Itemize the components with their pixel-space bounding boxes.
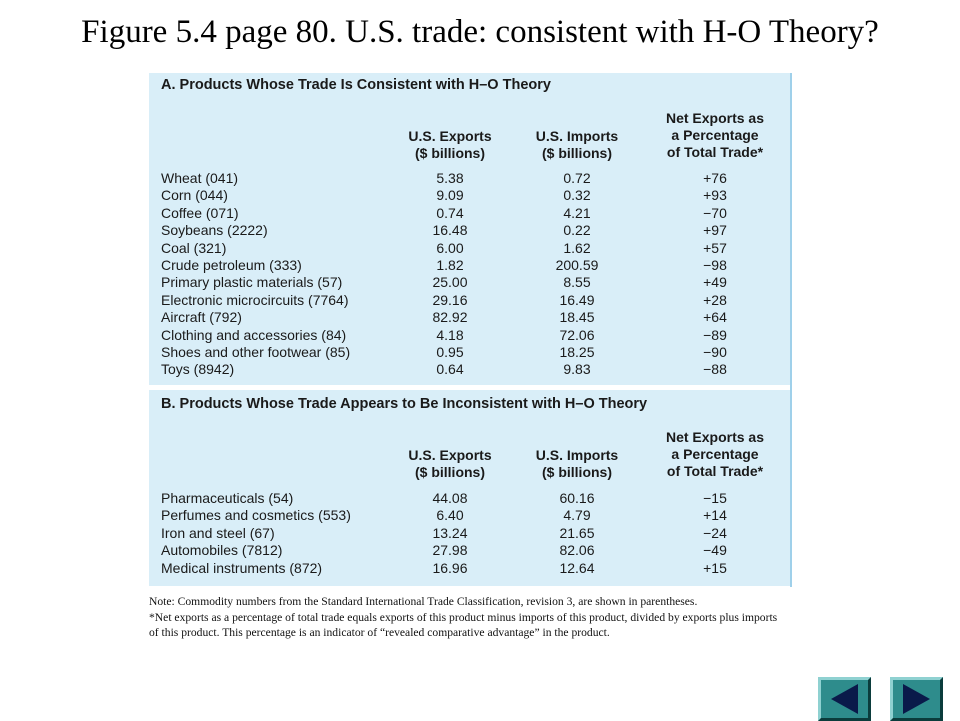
triangle-right-icon	[893, 680, 940, 718]
imports-cell: 9.83	[563, 361, 591, 378]
net-exports-cell: +64	[703, 309, 727, 326]
col-header-exports	[395, 128, 505, 162]
table-row	[149, 187, 790, 204]
table-row	[149, 560, 790, 577]
net-exports-cell: −98	[703, 257, 727, 273]
imports-cell: 12.64	[559, 559, 595, 576]
product-cell: Soybeans (2222)	[161, 222, 268, 239]
table-row	[149, 542, 790, 559]
exports-cell: 6.00	[436, 239, 464, 256]
table-row	[149, 240, 790, 257]
exports-cell: 0.95	[436, 344, 464, 360]
imports-cell: 4.79	[563, 507, 591, 524]
imports-cell: 60.16	[559, 490, 595, 506]
col-header-imports-line1: U.S. Imports	[535, 128, 619, 144]
net-exports-cell: −24	[703, 524, 727, 541]
panel-b-heading: B. Products Whose Trade Appears to Be Inconsistent with H–O Theory	[161, 396, 648, 412]
product-cell: Medical instruments (872)	[161, 559, 323, 576]
exports-cell: 5.38	[436, 170, 464, 186]
net-exports-cell: −49	[703, 542, 727, 559]
imports-cell: 0.22	[563, 222, 591, 239]
col-header-exports-b-line2: ($ billions)	[415, 464, 485, 480]
exports-cell: 13.24	[432, 524, 468, 541]
col-header-net-b	[645, 429, 785, 480]
product-cell: Shoes and other footwear (85)	[161, 344, 351, 360]
col-header-imports-b	[522, 447, 632, 481]
product-cell: Corn (044)	[161, 187, 228, 204]
exports-cell: 29.16	[432, 291, 468, 308]
footnote-text: *Net exports as a percentage of total trade equals exports of this product minus imports of this product, divided by exports plus imports of this product. This percentage is an indicator of “revealed comparative advantage” in the product.	[149, 610, 778, 639]
table-row	[149, 525, 790, 542]
col-header-imports-b-line2: ($ billions)	[542, 464, 612, 480]
panel-b-inconsistent	[149, 390, 790, 586]
table-row	[149, 309, 790, 326]
net-exports-cell: −89	[703, 326, 727, 343]
table-notes	[149, 594, 789, 641]
imports-cell: 200.59	[555, 257, 599, 273]
col-header-net-line3: of Total Trade*	[666, 144, 764, 160]
imports-cell: 18.25	[559, 344, 595, 360]
panel-a-heading: A. Products Whose Trade Is Consistent with H–O Theory	[161, 77, 551, 93]
product-cell: Coffee (071)	[161, 204, 239, 221]
net-exports-cell: +97	[703, 222, 727, 239]
net-exports-cell: −70	[703, 204, 727, 221]
col-header-net-b-line3: of Total Trade*	[666, 463, 764, 479]
product-cell: Primary plastic materials (57)	[161, 274, 343, 291]
table-right-border	[790, 73, 792, 587]
col-header-net-line1: Net Exports as	[665, 110, 765, 126]
exports-cell: 0.64	[436, 361, 464, 378]
table-row	[149, 292, 790, 309]
product-cell: Clothing and accessories (84)	[161, 326, 347, 343]
product-cell: Wheat (041)	[161, 170, 239, 186]
col-header-exports-line2: ($ billions)	[415, 145, 485, 161]
table-row	[149, 490, 790, 507]
table-row	[149, 327, 790, 344]
table-row	[149, 257, 790, 274]
previous-slide-button[interactable]	[818, 677, 871, 721]
net-exports-cell: −90	[703, 344, 727, 360]
net-exports-cell: +15	[703, 559, 727, 576]
triangle-left-icon	[821, 680, 868, 718]
exports-cell: 9.09	[436, 187, 464, 204]
imports-cell: 16.49	[559, 291, 595, 308]
col-header-exports-b-line1: U.S. Exports	[408, 447, 492, 463]
col-header-exports-line1: U.S. Exports	[408, 128, 492, 144]
panel-a-consistent	[149, 73, 790, 385]
product-cell: Toys (8942)	[161, 361, 235, 378]
net-exports-cell: +14	[703, 507, 727, 524]
net-exports-cell: +93	[703, 187, 727, 204]
table-row	[149, 170, 790, 187]
exports-cell: 0.74	[436, 204, 464, 221]
net-exports-cell: −15	[703, 490, 727, 506]
product-cell: Electronic microcircuits (7764)	[161, 291, 349, 308]
net-exports-cell: +57	[703, 239, 727, 256]
imports-cell: 72.06	[559, 326, 595, 343]
imports-cell: 0.32	[563, 187, 591, 204]
imports-cell: 1.62	[563, 239, 591, 256]
exports-cell: 4.18	[436, 326, 464, 343]
net-exports-cell: +76	[703, 170, 727, 186]
col-header-net	[645, 110, 785, 161]
net-exports-cell: +28	[703, 291, 727, 308]
product-cell: Coal (321)	[161, 239, 227, 256]
next-slide-button[interactable]	[890, 677, 943, 721]
col-header-net-line2: a Percentage	[671, 127, 759, 143]
imports-cell: 0.72	[563, 170, 591, 186]
col-header-exports-b	[395, 447, 505, 481]
col-header-net-b-line1: Net Exports as	[665, 429, 765, 445]
exports-cell: 82.92	[432, 309, 468, 326]
col-header-imports-b-line1: U.S. Imports	[535, 447, 619, 463]
table-row	[149, 361, 790, 378]
imports-cell: 82.06	[559, 542, 595, 559]
net-exports-cell: +49	[703, 274, 727, 291]
table-row	[149, 205, 790, 222]
imports-cell: 18.45	[559, 309, 595, 326]
table-row	[149, 507, 790, 524]
exports-cell: 1.82	[436, 257, 464, 273]
net-exports-cell: −88	[703, 361, 727, 378]
product-cell: Automobiles (7812)	[161, 542, 283, 559]
imports-cell: 21.65	[559, 524, 595, 541]
exports-cell: 6.40	[436, 507, 464, 524]
exports-cell: 44.08	[432, 490, 468, 506]
col-header-imports-line2: ($ billions)	[542, 145, 612, 161]
product-cell: Pharmaceuticals (54)	[161, 490, 294, 506]
col-header-net-b-line2: a Percentage	[671, 446, 759, 462]
product-cell: Perfumes and cosmetics (553)	[161, 507, 351, 524]
imports-cell: 8.55	[563, 274, 591, 291]
exports-cell: 27.98	[432, 542, 468, 559]
table-row	[149, 344, 790, 361]
exports-cell: 25.00	[432, 274, 468, 291]
note-text: Note: Commodity numbers from the Standard International Trade Classification, revision 3, are shown in parentheses.	[149, 595, 698, 608]
table-row	[149, 222, 790, 239]
imports-cell: 4.21	[563, 204, 591, 221]
product-cell: Aircraft (792)	[161, 309, 242, 326]
col-header-imports	[522, 128, 632, 162]
product-cell: Iron and steel (67)	[161, 524, 275, 541]
slide-title: Figure 5.4 page 80. U.S. trade: consistent with H-O Theory?	[81, 14, 879, 50]
exports-cell: 16.96	[432, 559, 468, 576]
product-cell: Crude petroleum (333)	[161, 257, 302, 273]
exports-cell: 16.48	[432, 222, 468, 239]
table-row	[149, 274, 790, 291]
